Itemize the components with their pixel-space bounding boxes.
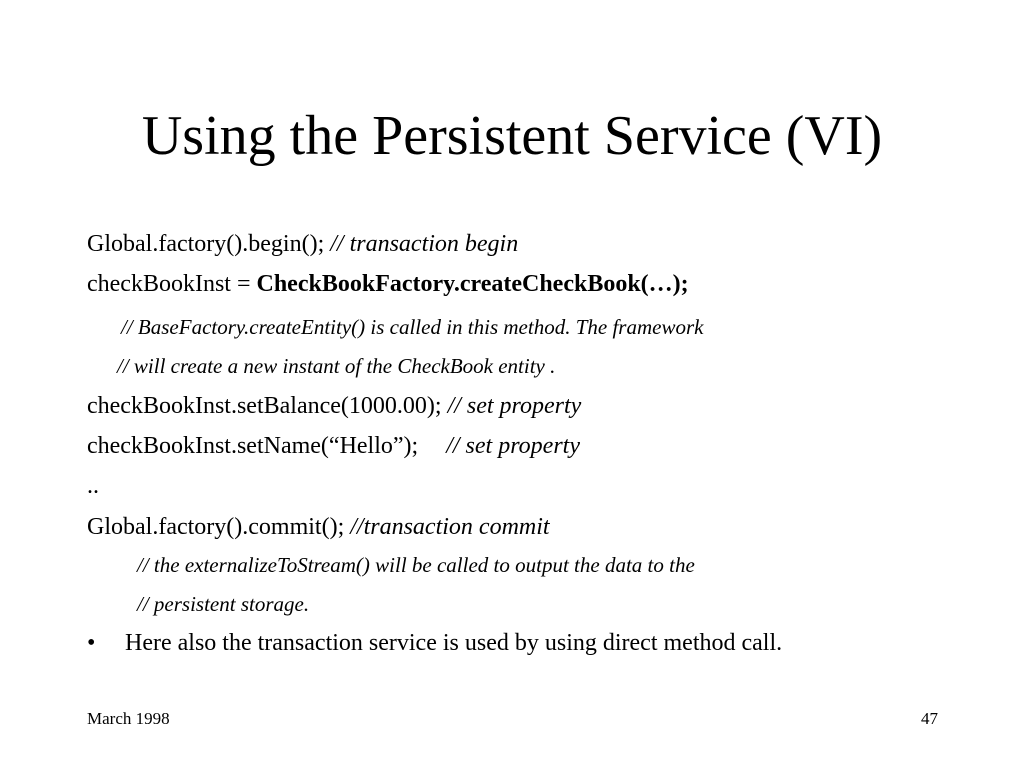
commit-line xyxy=(87,512,550,542)
create-prefix: checkBookInst = xyxy=(87,271,257,297)
page-number: 47 xyxy=(921,709,938,728)
create-line xyxy=(87,269,689,299)
begin-comment: // transaction begin xyxy=(330,231,519,257)
commit-comment-line-2: // persistent storage. xyxy=(137,592,310,616)
begin-code: Global.factory().begin(); xyxy=(87,231,325,257)
balance-code: checkBookInst.setBalance(1000.00); xyxy=(87,393,442,419)
bullet-text: Here also the transaction service is used by using direct method call. xyxy=(125,630,783,656)
name-line xyxy=(87,431,580,461)
name-code: checkBookInst.setName(“Hello”); xyxy=(87,433,419,459)
balance-line xyxy=(87,391,581,421)
name-comment: // set property xyxy=(446,433,580,459)
commit-comment-line-1: // the externalizeToStream() will be called to output the data to the xyxy=(137,553,695,577)
footer-date: March 1998 xyxy=(87,709,170,728)
create-comment-line-2: // will create a new instant of the CheckBook entity . xyxy=(117,354,556,378)
ellipsis-line: .. xyxy=(87,473,99,499)
bullet-mark: • xyxy=(87,630,96,656)
bullet-item xyxy=(87,628,782,658)
slide-title: Using the Persistent Service (VI) xyxy=(141,105,883,167)
create-call: CheckBookFactory.createCheckBook(…); xyxy=(256,271,689,297)
balance-comment: // set property xyxy=(447,393,582,419)
commit-code: Global.factory().commit(); xyxy=(87,514,345,540)
create-comment-line-1: // BaseFactory.createEntity() is called in this method. The framework xyxy=(121,315,704,339)
begin-line xyxy=(87,229,518,259)
commit-comment: //transaction commit xyxy=(350,514,550,540)
